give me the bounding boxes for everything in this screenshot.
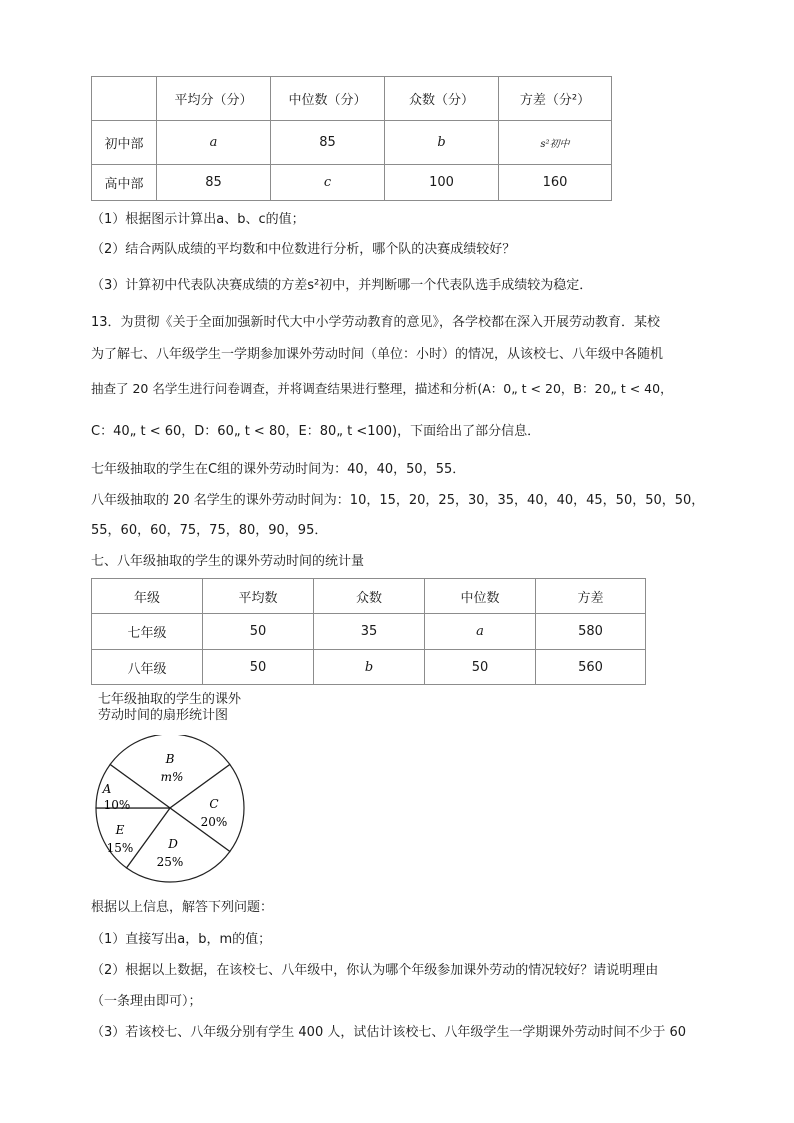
table-cell: 众数（分） <box>385 77 499 121</box>
table-cell: 35 <box>314 614 425 650</box>
table-cell: b <box>385 121 499 165</box>
pie-label-value-a: 10% <box>103 798 131 812</box>
table-cell: 100 <box>385 165 499 201</box>
table-cell: 85 <box>271 121 385 165</box>
q13-sub2-line1: （2）根据以上数据，在该校七、八年级中，你认为哪个年级参加课外劳动的情况较好？请说明理由 <box>91 963 659 978</box>
table-cell: 年级 <box>92 579 203 614</box>
table-header-row <box>92 579 646 614</box>
pie-label-name-a: A <box>102 782 112 796</box>
table-cell: 平均数 <box>203 579 314 614</box>
table-row <box>92 121 612 165</box>
table-cell: 八年级 <box>92 650 203 685</box>
table-cell: 中位数 <box>425 579 536 614</box>
table-cell: 平均分（分） <box>157 77 271 121</box>
pie-label-value-d: 25% <box>156 855 184 869</box>
table-cell: 方差 <box>536 579 646 614</box>
pie-label-value-c: 20% <box>200 815 228 829</box>
table-cell: 七年级 <box>92 614 203 650</box>
table-cell: a <box>425 614 536 650</box>
prompt-text: 根据以上信息，解答下列问题： <box>91 900 274 915</box>
stats-table <box>91 578 646 685</box>
table-cell: 众数 <box>314 579 425 614</box>
table-row <box>92 650 646 685</box>
q12-sub2: （2）结合两队成绩的平均数和中位数进行分析，哪个队的决赛成绩较好？ <box>91 242 516 257</box>
table-cell: 580 <box>536 614 646 650</box>
pie-chart <box>90 735 260 885</box>
pie-label-name-c: C <box>209 797 219 811</box>
table-cell: 方差（分²） <box>499 77 612 121</box>
table-cell: s²初中 <box>499 121 612 165</box>
table-row <box>92 614 646 650</box>
table-cell: a <box>157 121 271 165</box>
table-cell: 50 <box>203 650 314 685</box>
q12-sub1: （1）根据图示计算出a、b、c的值； <box>91 212 305 227</box>
q13-line4: C：40„ t < 60，D：60„ t < 80，E：80„ t <100)，下面给出了部分信息． <box>91 424 541 439</box>
table-cell: 85 <box>157 165 271 201</box>
table-cell: 160 <box>499 165 612 201</box>
table-cell: 50 <box>425 650 536 685</box>
table-cell: 初中部 <box>92 121 157 165</box>
q13-sub1: （1）直接写出a，b，m的值； <box>91 932 272 947</box>
pie-label-value-e: 15% <box>106 841 134 855</box>
q13-sub3: （3）若该校七、八年级分别有学生 400 人，试估计该校七、八年级学生一学期课外劳动时间不少于 60 <box>91 1025 687 1040</box>
table-cell <box>92 77 157 121</box>
q13-line3: 抽查了 20 名学生进行问卷调查，并将调查结果进行整理，描述和分析(A：0„ t < 20，B：20„ t < 40， <box>91 381 673 396</box>
table-cell: b <box>314 650 425 685</box>
table-cell: 560 <box>536 650 646 685</box>
stats-table-title: 七、八年级抽取的学生的课外劳动时间的统计量 <box>91 554 365 569</box>
grade7-c-data: 七年级抽取的学生在C组的课外劳动时间为：40，40，50，55． <box>91 462 466 477</box>
pie-label-value-b: m% <box>160 770 184 784</box>
pie-label-name-b: B <box>165 752 175 766</box>
table-cell: c <box>271 165 385 201</box>
table-header-row <box>92 77 612 121</box>
grade8-data-line2: 55，60，60，75，75，80，90，95． <box>91 523 328 538</box>
grade8-data-line1: 八年级抽取的 20 名学生的课外劳动时间为：10，15，20，25，30，35，40，40，45，50，50，50， <box>91 493 705 508</box>
pie-label-name-d: D <box>168 837 178 851</box>
q12-sub3: （3）计算初中代表队决赛成绩的方差s²初中，并判断哪一个代表队选手成绩较为稳定． <box>91 278 593 293</box>
table-cell: 50 <box>203 614 314 650</box>
table-cell: 中位数（分） <box>271 77 385 121</box>
q13-line1: 13．为贯彻《关于全面加强新时代大中小学劳动教育的意见》，各学校都在深入开展劳动教育．某校 <box>91 315 661 330</box>
table-cell: 高中部 <box>92 165 157 201</box>
q13-line2: 为了解七、八年级学生一学期参加课外劳动时间（单位：小时）的情况，从该校七、八年级中各随机 <box>91 347 664 362</box>
pie-title-line2: 劳动时间的扇形统计图 <box>98 708 229 723</box>
table-row <box>92 165 612 201</box>
q13-sub2-line2: （一条理由即可）； <box>91 994 202 1009</box>
pie-label-name-e: E <box>115 823 125 837</box>
score-table <box>91 76 612 201</box>
pie-title-line1: 七年级抽取的学生的课外 <box>98 692 242 707</box>
